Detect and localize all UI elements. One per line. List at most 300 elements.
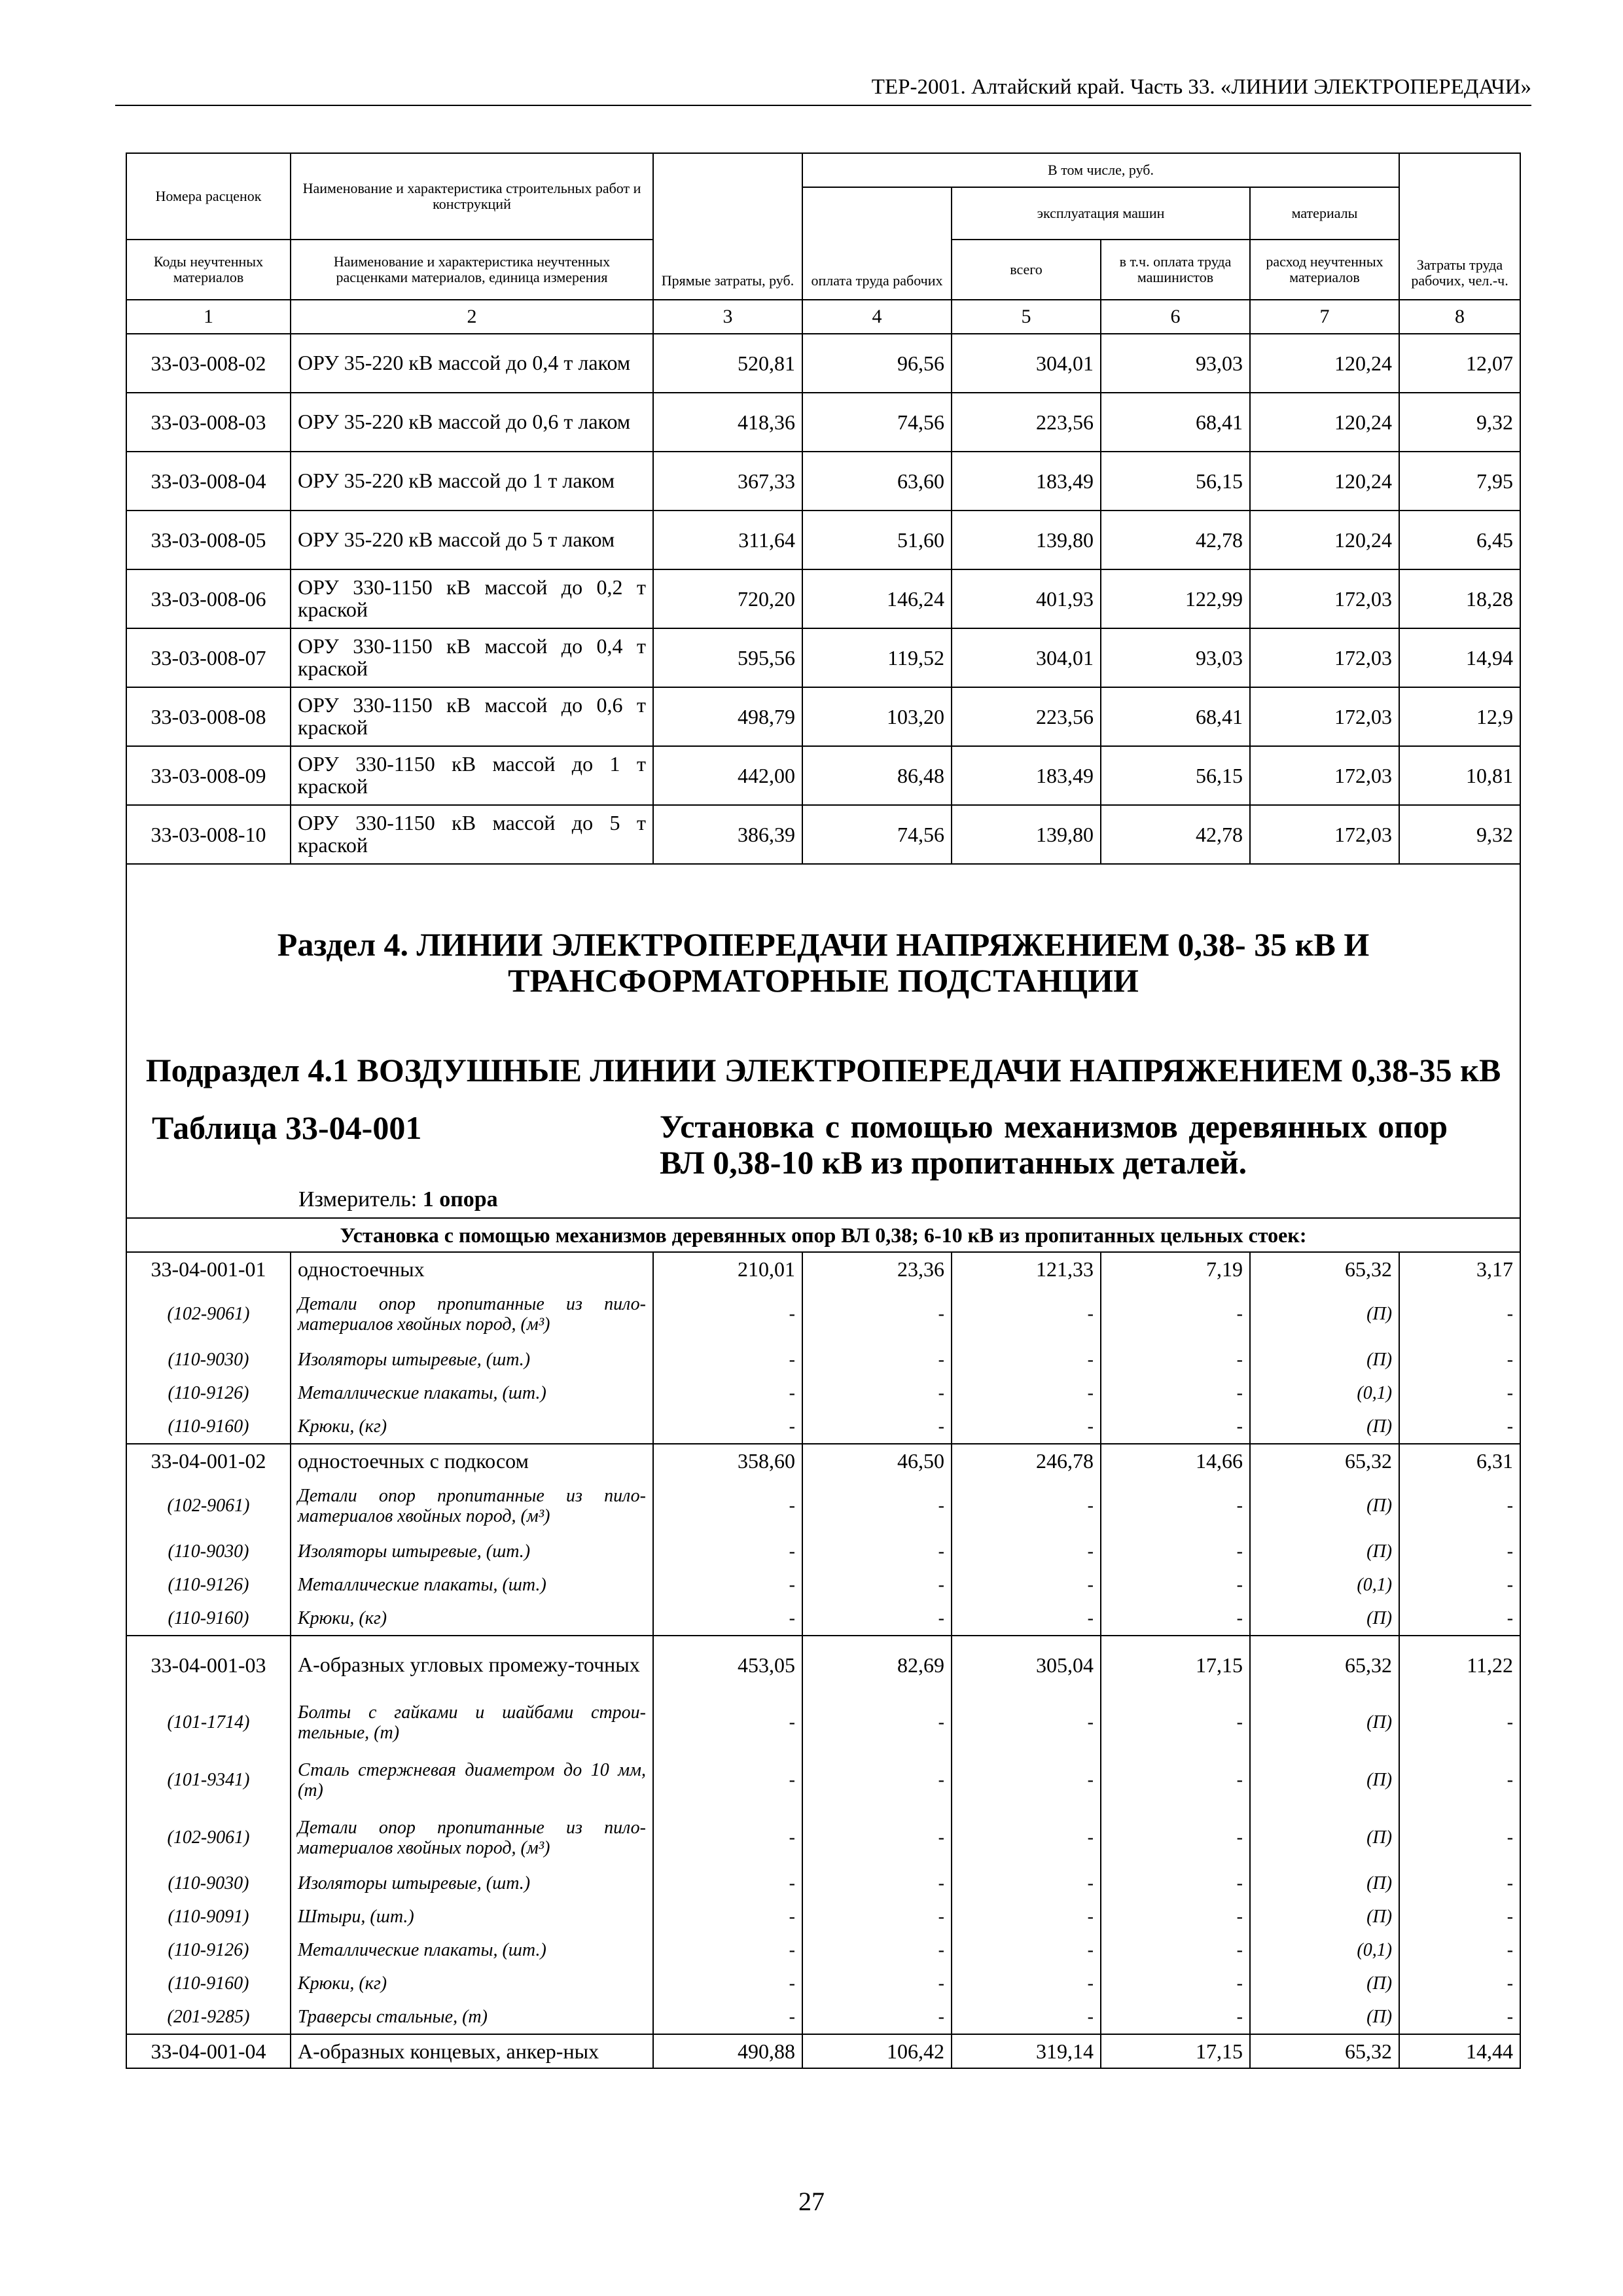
material-dash: - [1399, 1285, 1520, 1343]
material-qty: (П) [1250, 1809, 1399, 1867]
material-name: Сталь стержневая диаметром до 10 мм, (т) [291, 1751, 653, 1809]
rate-name: ОРУ 330-1150 кВ массой до 5 т краской [291, 805, 653, 864]
material-dash: - [653, 1967, 802, 2000]
rate-value: 68,41 [1101, 393, 1250, 452]
rate-value: 56,15 [1101, 746, 1250, 805]
rate-name: ОРУ 35-220 кВ массой до 0,4 т лаком [291, 334, 653, 393]
material-dash: - [802, 1867, 952, 1900]
rate-value: 14,44 [1399, 2034, 1520, 2068]
material-code: (102-9061) [126, 1809, 291, 1867]
material-row [126, 1535, 1520, 1568]
material-code: (110-9160) [126, 1602, 291, 1636]
material-dash: - [1101, 1751, 1250, 1809]
material-dash: - [653, 1535, 802, 1568]
rate-value: 9,32 [1399, 393, 1520, 452]
running-header [115, 71, 1531, 106]
rate-row [126, 452, 1520, 511]
material-name: Детали опор пропитанные из пило-материалов хвойных пород, (м³) [291, 1477, 653, 1535]
rate-name: ОРУ 35-220 кВ массой до 1 т лаком [291, 452, 653, 511]
material-dash: - [1101, 1410, 1250, 1444]
material-dash: - [952, 1809, 1101, 1867]
material-dash: - [802, 1809, 952, 1867]
rate-value: 311,64 [653, 511, 802, 569]
header-machines: эксплуатация машин [952, 187, 1250, 240]
material-dash: - [802, 1967, 952, 2000]
column-number-row [126, 300, 1520, 334]
material-name: Металлические плакаты, (шт.) [291, 1933, 653, 1967]
section-cell [126, 864, 1520, 1218]
material-row [126, 2000, 1520, 2034]
material-name: Детали опор пропитанные из пило-материалов хвойных пород, (м³) [291, 1285, 653, 1343]
rate-name: ОРУ 330-1150 кВ массой до 1 т краской [291, 746, 653, 805]
rate-row [126, 393, 1520, 452]
rate-value: 14,94 [1399, 628, 1520, 687]
rate-value: 120,24 [1250, 511, 1399, 569]
material-dash: - [1399, 1410, 1520, 1444]
material-dash: - [952, 1477, 1101, 1535]
rate-value: 12,9 [1399, 687, 1520, 746]
rate-value: 319,14 [952, 2034, 1101, 2068]
column-number: 7 [1250, 300, 1399, 334]
header-missing-material-codes: Коды неучтенных материалов [126, 240, 291, 300]
material-dash: - [653, 1751, 802, 1809]
material-dash: - [1399, 1535, 1520, 1568]
rate-value: 139,80 [952, 511, 1101, 569]
material-code: (110-9126) [126, 1568, 291, 1602]
rate-value: 305,04 [952, 1636, 1101, 1694]
rate-value: 223,56 [952, 393, 1101, 452]
material-code: (101-1714) [126, 1694, 291, 1751]
header-materials: материалы [1250, 187, 1399, 240]
material-dash: - [1101, 1568, 1250, 1602]
rate-row [126, 805, 1520, 864]
header-labor-cost: Затраты труда рабочих, чел.-ч. [1399, 153, 1520, 300]
rate-value: 122,99 [1101, 569, 1250, 628]
material-dash: - [802, 1410, 952, 1444]
material-name: Крюки, (кг) [291, 1602, 653, 1636]
rate-value: 46,50 [802, 1444, 952, 1477]
column-number: 3 [653, 300, 802, 334]
material-dash: - [802, 1343, 952, 1376]
material-code: (110-9126) [126, 1933, 291, 1967]
column-number: 8 [1399, 300, 1520, 334]
group-heading-row [126, 1218, 1520, 1252]
material-qty: (П) [1250, 1900, 1399, 1933]
column-number: 5 [952, 300, 1101, 334]
rate-value: 65,32 [1250, 1444, 1399, 1477]
rate-value: 183,49 [952, 746, 1101, 805]
rate-value: 172,03 [1250, 628, 1399, 687]
material-dash: - [952, 2000, 1101, 2034]
rate-value: 401,93 [952, 569, 1101, 628]
rate-row [126, 2034, 1520, 2068]
table-title: Установка с помощью механизмов деревянных опор ВЛ 0,38-10 кВ из пропитанных деталей. [660, 1108, 1448, 1181]
material-dash: - [952, 1967, 1101, 2000]
rate-code: 33-03-008-03 [126, 393, 291, 452]
material-dash: - [653, 1933, 802, 1967]
rate-value: 42,78 [1101, 805, 1250, 864]
material-qty: (П) [1250, 1410, 1399, 1444]
measurer [134, 1187, 1513, 1217]
material-name: Изоляторы штыревые, (шт.) [291, 1535, 653, 1568]
material-row [126, 1967, 1520, 2000]
material-dash: - [1399, 1809, 1520, 1867]
material-dash: - [952, 1285, 1101, 1343]
rate-value: 56,15 [1101, 452, 1250, 511]
material-qty: (П) [1250, 1751, 1399, 1809]
header-material-names: Наименование и характеристика неучтенных расценками материалов, единица измерения [291, 240, 653, 300]
rate-value: 103,20 [802, 687, 952, 746]
material-name: Металлические плакаты, (шт.) [291, 1376, 653, 1410]
rate-value: 358,60 [653, 1444, 802, 1477]
material-qty: (П) [1250, 1602, 1399, 1636]
material-dash: - [1399, 1933, 1520, 1967]
measurer-label: Измеритель: [298, 1187, 418, 1211]
rate-value: 146,24 [802, 569, 952, 628]
material-dash: - [1399, 1967, 1520, 2000]
material-dash: - [1399, 1376, 1520, 1410]
measurer-value: 1 опора [422, 1187, 498, 1211]
material-row [126, 1477, 1520, 1535]
rate-value: 82,69 [802, 1636, 952, 1694]
rate-value: 18,28 [1399, 569, 1520, 628]
rate-name: ОРУ 330-1150 кВ массой до 0,2 т краской [291, 569, 653, 628]
rate-row [126, 1636, 1520, 1694]
material-row [126, 1900, 1520, 1933]
material-qty: (П) [1250, 1285, 1399, 1343]
material-name: Изоляторы штыревые, (шт.) [291, 1343, 653, 1376]
column-number: 1 [126, 300, 291, 334]
material-dash: - [1101, 1602, 1250, 1636]
material-dash: - [1399, 1343, 1520, 1376]
rate-value: 63,60 [802, 452, 952, 511]
material-code: (110-9091) [126, 1900, 291, 1933]
rate-row [126, 1444, 1520, 1477]
material-dash: - [952, 1900, 1101, 1933]
material-dash: - [952, 1535, 1101, 1568]
material-dash: - [653, 1568, 802, 1602]
header-machines-total: всего [952, 240, 1101, 300]
material-dash: - [802, 1900, 952, 1933]
material-row [126, 1410, 1520, 1444]
material-dash: - [1101, 1285, 1250, 1343]
rate-value: 246,78 [952, 1444, 1101, 1477]
material-row [126, 1343, 1520, 1376]
material-code: (110-9126) [126, 1376, 291, 1410]
rate-value: 172,03 [1250, 569, 1399, 628]
rate-value: 10,81 [1399, 746, 1520, 805]
material-dash: - [802, 1477, 952, 1535]
table-number: Таблица 33-04-001 [152, 1109, 422, 1146]
material-name: Детали опор пропитанные из пило-материалов хвойных пород, (м³) [291, 1809, 653, 1867]
rate-value: 172,03 [1250, 805, 1399, 864]
material-dash: - [802, 1602, 952, 1636]
rate-value: 120,24 [1250, 452, 1399, 511]
material-dash: - [1101, 1967, 1250, 2000]
material-dash: - [952, 1376, 1101, 1410]
material-dash: - [1101, 1900, 1250, 1933]
material-dash: - [653, 1694, 802, 1751]
section-block [126, 864, 1520, 1218]
material-dash: - [802, 2000, 952, 2034]
material-qty: (П) [1250, 1867, 1399, 1900]
rate-value: 223,56 [952, 687, 1101, 746]
material-dash: - [653, 1343, 802, 1376]
material-dash: - [802, 1535, 952, 1568]
rate-row [126, 687, 1520, 746]
rate-name: А-образных угловых промежу-точных [291, 1636, 653, 1694]
material-row [126, 1867, 1520, 1900]
group-heading: Установка с помощью механизмов деревянных опор ВЛ 0,38; 6-10 кВ из пропитанных цельных стоек: [126, 1218, 1520, 1252]
material-dash: - [802, 1568, 952, 1602]
rate-row [126, 746, 1520, 805]
rate-value: 6,45 [1399, 511, 1520, 569]
material-dash: - [802, 1751, 952, 1809]
material-code: (110-9030) [126, 1867, 291, 1900]
rate-value: 51,60 [802, 511, 952, 569]
material-code: (102-9061) [126, 1285, 291, 1343]
rate-row [126, 569, 1520, 628]
rate-code: 33-04-001-04 [126, 2034, 291, 2068]
rate-value: 210,01 [653, 1252, 802, 1285]
material-dash: - [952, 1751, 1101, 1809]
rate-value: 367,33 [653, 452, 802, 511]
material-qty: (П) [1250, 1694, 1399, 1751]
rate-value: 120,24 [1250, 393, 1399, 452]
material-qty: (0,1) [1250, 1376, 1399, 1410]
material-code: (110-9160) [126, 1410, 291, 1444]
material-dash: - [1399, 1602, 1520, 1636]
material-row [126, 1285, 1520, 1343]
rate-name: одностоечных [291, 1252, 653, 1285]
material-dash: - [952, 1410, 1101, 1444]
rate-value: 121,33 [952, 1252, 1101, 1285]
rate-code: 33-03-008-04 [126, 452, 291, 511]
column-number: 2 [291, 300, 653, 334]
material-name: Траверсы стальные, (т) [291, 2000, 653, 2034]
rate-value: 304,01 [952, 334, 1101, 393]
material-qty: (П) [1250, 1967, 1399, 2000]
material-dash: - [802, 1376, 952, 1410]
rate-value: 3,17 [1399, 1252, 1520, 1285]
material-code: (110-9030) [126, 1343, 291, 1376]
rate-value: 23,36 [802, 1252, 952, 1285]
rate-value: 86,48 [802, 746, 952, 805]
material-row [126, 1694, 1520, 1751]
material-dash: - [653, 2000, 802, 2034]
rate-value: 7,95 [1399, 452, 1520, 511]
material-dash: - [1399, 2000, 1520, 2034]
rate-code: 33-03-008-05 [126, 511, 291, 569]
rate-value: 720,20 [653, 569, 802, 628]
rate-row [126, 511, 1520, 569]
rate-value: 498,79 [653, 687, 802, 746]
subsection-title: Подраздел 4.1 ВОЗДУШНЫЕ ЛИНИИ ЭЛЕКТРОПЕРЕДАЧИ НАПРЯЖЕНИЕМ 0,38-35 кВ [145, 1052, 1501, 1088]
material-dash: - [1101, 1477, 1250, 1535]
rate-value: 119,52 [802, 628, 952, 687]
rate-value: 42,78 [1101, 511, 1250, 569]
material-qty: (П) [1250, 1477, 1399, 1535]
rate-value: 11,22 [1399, 1636, 1520, 1694]
rate-value: 74,56 [802, 393, 952, 452]
material-dash: - [653, 1410, 802, 1444]
rate-value: 7,19 [1101, 1252, 1250, 1285]
material-code: (110-9030) [126, 1535, 291, 1568]
column-number: 4 [802, 300, 952, 334]
running-header-text: ТЕР-2001. Алтайский край. Часть 33. «ЛИНИИ ЭЛЕКТРОПЕРЕДАЧИ» [871, 75, 1531, 99]
material-dash: - [653, 1376, 802, 1410]
rate-value: 442,00 [653, 746, 802, 805]
rate-value: 68,41 [1101, 687, 1250, 746]
rate-value: 6,31 [1399, 1444, 1520, 1477]
rate-value: 65,32 [1250, 1252, 1399, 1285]
header-material-consumption: расход неучтенных материалов [1250, 240, 1399, 300]
rate-value: 120,24 [1250, 334, 1399, 393]
rate-value: 183,49 [952, 452, 1101, 511]
material-dash: - [802, 1285, 952, 1343]
material-row [126, 1376, 1520, 1410]
rate-value: 17,15 [1101, 2034, 1250, 2068]
rate-name: ОРУ 35-220 кВ массой до 0,6 т лаком [291, 393, 653, 452]
material-qty: (П) [1250, 2000, 1399, 2034]
material-dash: - [1399, 1867, 1520, 1900]
rate-value: 418,36 [653, 393, 802, 452]
rate-code: 33-03-008-10 [126, 805, 291, 864]
rate-value: 12,07 [1399, 334, 1520, 393]
rate-value: 9,32 [1399, 805, 1520, 864]
material-dash: - [653, 1900, 802, 1933]
material-dash: - [1399, 1568, 1520, 1602]
rate-value: 595,56 [653, 628, 802, 687]
rate-name: ОРУ 35-220 кВ массой до 5 т лаком [291, 511, 653, 569]
rate-code: 33-03-008-02 [126, 334, 291, 393]
material-dash: - [653, 1809, 802, 1867]
material-dash: - [1399, 1477, 1520, 1535]
material-dash: - [802, 1694, 952, 1751]
rate-code: 33-03-008-06 [126, 569, 291, 628]
rate-value: 172,03 [1250, 687, 1399, 746]
rate-value: 304,01 [952, 628, 1101, 687]
rate-value: 96,56 [802, 334, 952, 393]
material-dash: - [952, 1867, 1101, 1900]
material-dash: - [1101, 2000, 1250, 2034]
section-title: Раздел 4. ЛИНИИ ЭЛЕКТРОПЕРЕДАЧИ НАПРЯЖЕНИЕМ 0,38- 35 кВ И ТРАНСФОРМАТОРНЫЕ ПОДСТАНЦИИ [277, 926, 1370, 999]
rate-code: 33-03-008-07 [126, 628, 291, 687]
rate-name: А-образных концевых, анкер-ных [291, 2034, 653, 2068]
material-dash: - [1101, 1694, 1250, 1751]
material-row [126, 1568, 1520, 1602]
material-dash: - [1101, 1867, 1250, 1900]
material-row [126, 1602, 1520, 1636]
material-name: Изоляторы штыревые, (шт.) [291, 1867, 653, 1900]
rate-value: 93,03 [1101, 628, 1250, 687]
material-qty: (0,1) [1250, 1568, 1399, 1602]
document-sheet [126, 152, 1520, 2069]
rate-name: одностоечных с подкосом [291, 1444, 653, 1477]
header-rate-number: Номера расценок [126, 153, 291, 240]
rates-table [126, 152, 1521, 2069]
material-row [126, 1933, 1520, 1967]
material-dash: - [653, 1867, 802, 1900]
material-dash: - [952, 1602, 1101, 1636]
rate-value: 65,32 [1250, 1636, 1399, 1694]
material-code: (110-9160) [126, 1967, 291, 2000]
rate-value: 93,03 [1101, 334, 1250, 393]
material-name: Штыри, (шт.) [291, 1900, 653, 1933]
rate-value: 139,80 [952, 805, 1101, 864]
header-work-name: Наименование и характеристика строительных работ и конструкций [291, 153, 653, 240]
rate-name: ОРУ 330-1150 кВ массой до 0,6 т краской [291, 687, 653, 746]
column-number: 6 [1101, 300, 1250, 334]
rate-value: 14,66 [1101, 1444, 1250, 1477]
material-dash: - [653, 1477, 802, 1535]
material-dash: - [952, 1694, 1101, 1751]
rate-value: 17,15 [1101, 1636, 1250, 1694]
rate-value: 172,03 [1250, 746, 1399, 805]
material-dash: - [1101, 1535, 1250, 1568]
rate-code: 33-04-001-02 [126, 1444, 291, 1477]
material-dash: - [1101, 1343, 1250, 1376]
rate-code: 33-04-001-03 [126, 1636, 291, 1694]
rate-value: 106,42 [802, 2034, 952, 2068]
rate-code: 33-04-001-01 [126, 1252, 291, 1285]
material-code: (102-9061) [126, 1477, 291, 1535]
rate-value: 520,81 [653, 334, 802, 393]
material-name: Крюки, (кг) [291, 1410, 653, 1444]
material-dash: - [802, 1933, 952, 1967]
material-dash: - [653, 1602, 802, 1636]
material-dash: - [1399, 1900, 1520, 1933]
material-row [126, 1751, 1520, 1809]
material-dash: - [1101, 1933, 1250, 1967]
material-qty: (П) [1250, 1343, 1399, 1376]
material-dash: - [952, 1568, 1101, 1602]
material-name: Болты с гайками и шайбами строи-тельные, (т) [291, 1694, 653, 1751]
material-qty: (П) [1250, 1535, 1399, 1568]
material-dash: - [1399, 1751, 1520, 1809]
rate-name: ОРУ 330-1150 кВ массой до 0,4 т краской [291, 628, 653, 687]
rate-row [126, 1252, 1520, 1285]
rate-value: 453,05 [653, 1636, 802, 1694]
rate-value: 490,88 [653, 2034, 802, 2068]
rate-value: 386,39 [653, 805, 802, 864]
material-code: (201-9285) [126, 2000, 291, 2034]
header-machinists-pay: в т.ч. оплата труда машинистов [1101, 240, 1250, 300]
rate-row [126, 628, 1520, 687]
header-including: В том числе, руб. [802, 153, 1399, 187]
rate-value: 74,56 [802, 805, 952, 864]
material-qty: (0,1) [1250, 1933, 1399, 1967]
material-name: Металлические плакаты, (шт.) [291, 1568, 653, 1602]
material-row [126, 1809, 1520, 1867]
material-dash: - [1101, 1376, 1250, 1410]
header-direct-costs: Прямые затраты, руб. [653, 153, 802, 300]
material-code: (101-9341) [126, 1751, 291, 1809]
material-name: Крюки, (кг) [291, 1967, 653, 2000]
rate-row [126, 334, 1520, 393]
material-dash: - [653, 1285, 802, 1343]
rate-value: 65,32 [1250, 2034, 1399, 2068]
header-labor-pay: оплата труда рабочих [802, 187, 952, 300]
material-dash: - [952, 1933, 1101, 1967]
rate-code: 33-03-008-08 [126, 687, 291, 746]
rate-code: 33-03-008-09 [126, 746, 291, 805]
table-caption [134, 1109, 1513, 1187]
material-dash: - [1101, 1809, 1250, 1867]
material-dash: - [1399, 1694, 1520, 1751]
material-dash: - [952, 1343, 1101, 1376]
page-number: 27 [798, 2187, 825, 2216]
